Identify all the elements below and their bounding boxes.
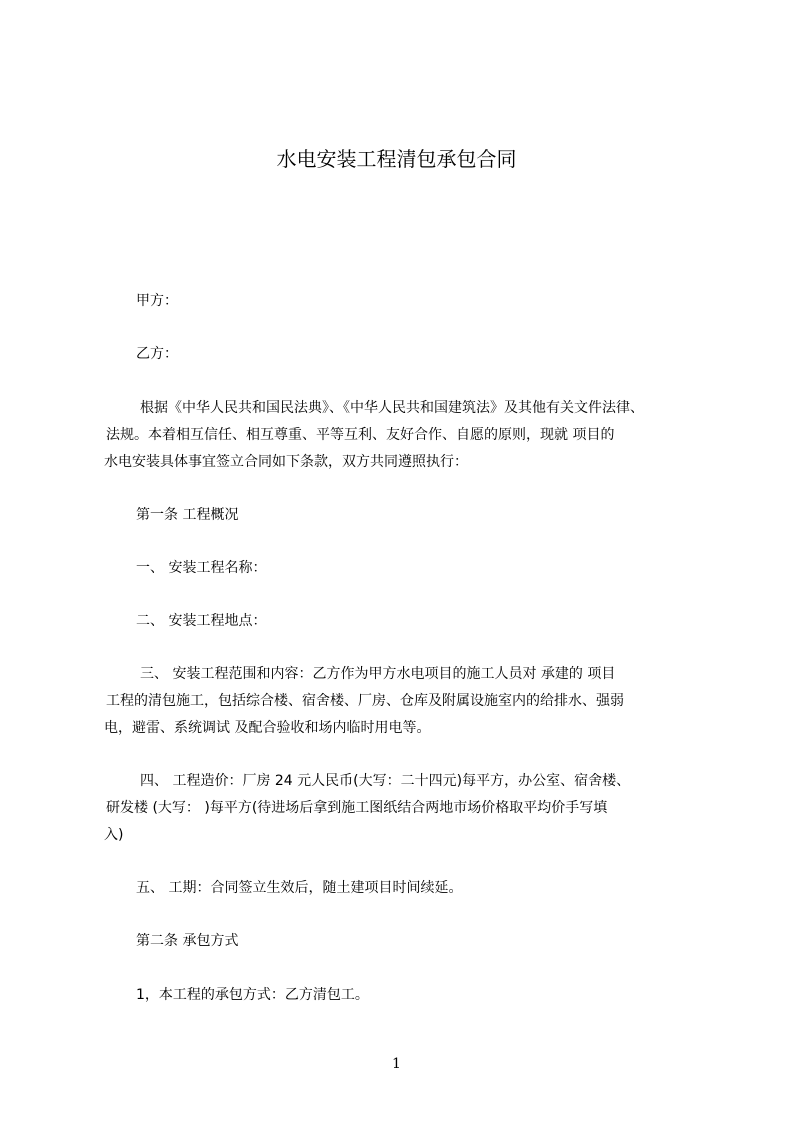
item-3-line-2: 工程的清包施工，包括综合楼、宿舍楼、厂房、仓库及附属设施室内的给排水、强弱: [106, 693, 624, 709]
item-5: 五、 工期：合同签立生效后，随土建项目时间续延。: [136, 880, 463, 896]
item-4-line-3: 入): [104, 827, 124, 843]
article-1-heading: 第一条 工程概况: [136, 507, 239, 523]
document-title: 水电安装工程清包承包合同: [276, 147, 517, 171]
article-2-item-1: 1，本工程的承包方式：乙方清包工。: [136, 987, 369, 1003]
intro-line-1: 根据《中华人民共和国民法典》、《中华人民共和国建筑法》及其他有关文件法律、: [140, 400, 644, 416]
party-a-label: 甲方：: [136, 293, 178, 309]
item-4-line-1: 四、 工程造价：厂房 24 元人民币(大写：二十四元)每平方，办公室、宿舍楼、: [140, 773, 631, 789]
item-1: 一、 安装工程名称：: [136, 560, 267, 576]
item-4-line-2: 研发楼 (大写： )每平方(待进场后拿到施工图纸结合两地市场价格取平均价手写填: [106, 800, 608, 816]
page-number: 1: [392, 1056, 401, 1072]
item-2: 二、 安装工程地点：: [136, 613, 267, 629]
item-3-line-1: 三、 安装工程范围和内容：乙方作为甲方水电项目的施工人员对 承建的 项目: [140, 666, 616, 682]
item-3-line-3: 电，避雷、系统调试 及配合验收和场内临时用电等。: [104, 720, 431, 736]
intro-line-3: 水电安装具体事宜签立合同如下条款，双方共同遵照执行：: [104, 454, 468, 470]
intro-line-2: 法规。本着相互信任、相互尊重、平等互利、友好合作、自愿的原则，现就 项目的: [106, 427, 615, 443]
party-b-label: 乙方：: [136, 346, 178, 362]
article-2-heading: 第二条 承包方式: [136, 933, 239, 949]
